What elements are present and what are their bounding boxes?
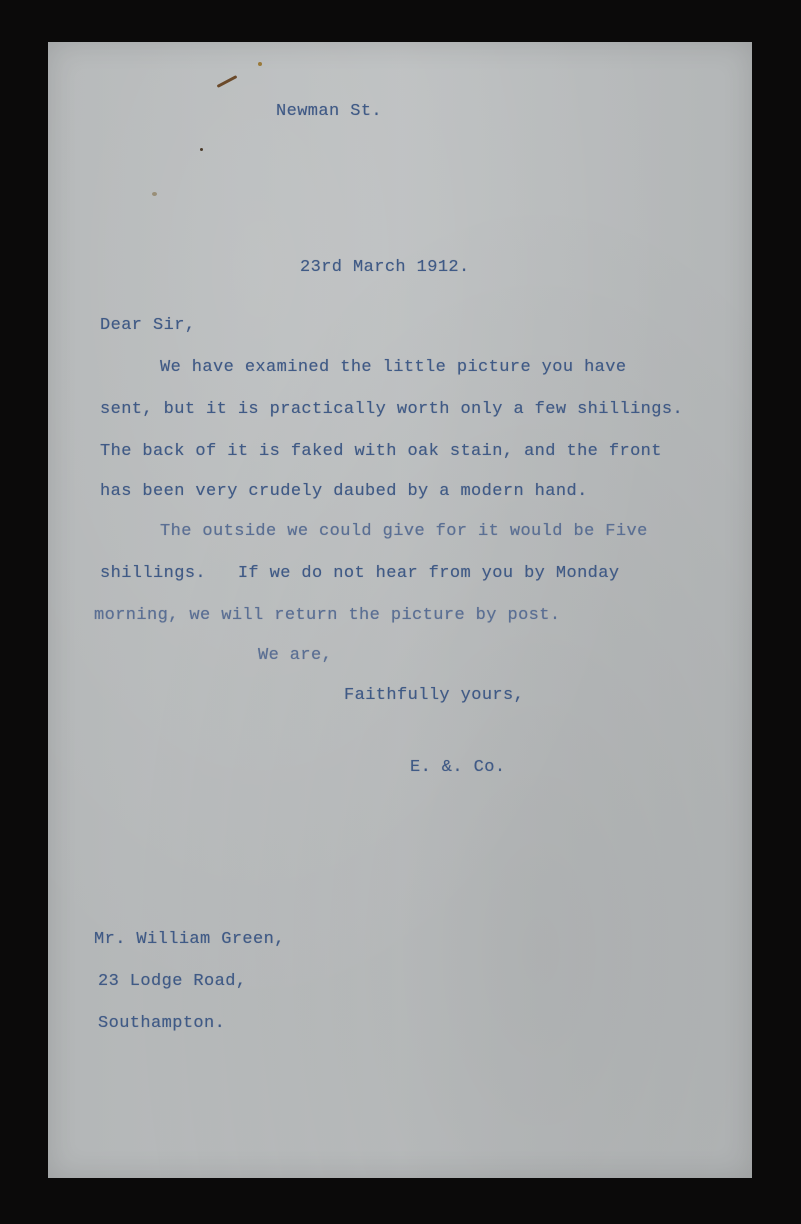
body-line: We have examined the little picture you have — [160, 358, 627, 377]
recipient-name: Mr. William Green, — [94, 930, 285, 949]
foxing-spot — [152, 192, 157, 196]
address-heading: Newman St. — [276, 102, 383, 121]
body-line: has been very crudely daubed by a modern hand. — [100, 482, 588, 501]
body-line: The back of it is faked with oak stain, and the front — [100, 442, 662, 461]
ink-stain-mark — [217, 75, 238, 88]
closing-faithfully: Faithfully yours, — [344, 686, 525, 705]
closing-we-are: We are, — [258, 646, 333, 665]
body-line: sent, but it is practically worth only a few shillings. — [100, 400, 684, 419]
ink-stain-dot — [258, 62, 262, 66]
recipient-city: Southampton. — [98, 1014, 226, 1033]
letter-sheet — [48, 42, 752, 1178]
recipient-street: 23 Lodge Road, — [98, 972, 247, 991]
ink-stain-dot-small — [200, 148, 203, 151]
salutation: Dear Sir, — [100, 316, 196, 335]
signature: E. &. Co. — [410, 758, 506, 777]
letter-date: 23rd March 1912. — [300, 258, 470, 277]
body-line: morning, we will return the picture by post. — [94, 606, 561, 625]
body-line: shillings. If we do not hear from you by Monday — [100, 564, 620, 583]
body-line: The outside we could give for it would be Five — [160, 522, 648, 541]
